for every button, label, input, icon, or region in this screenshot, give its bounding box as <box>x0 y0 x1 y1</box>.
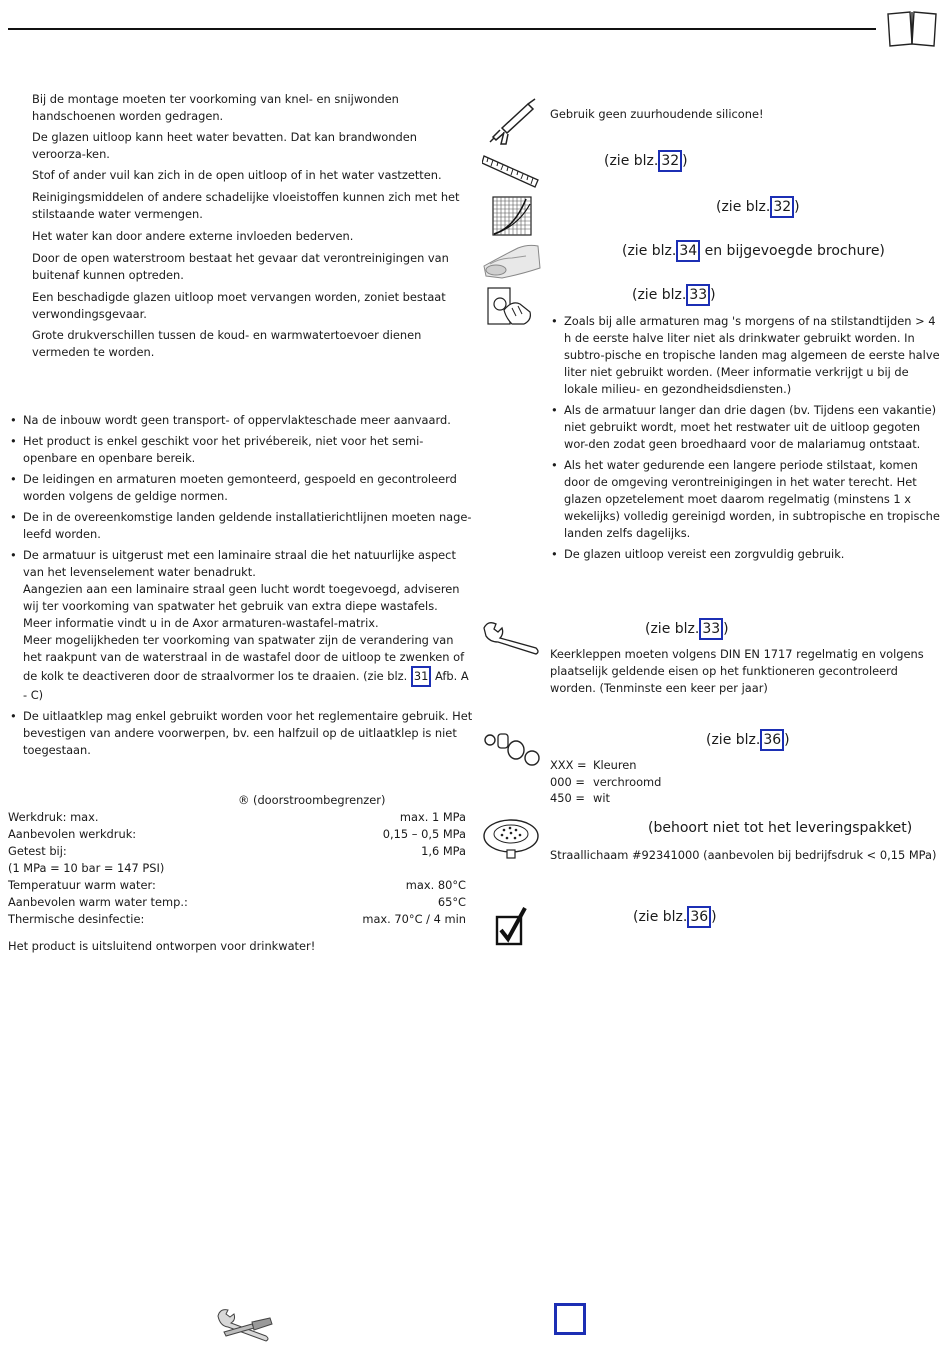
book-icon <box>886 8 938 48</box>
maintenance-text: Keerkleppen moeten volgens DIN EN 1717 regelmatig en volgens plaatselijk geldende eisen op het funktioneren gecontroleerd worden. (Tenminste een keer per jaar) <box>550 647 924 695</box>
spec-label: Temperatuur warm water: <box>8 878 156 892</box>
color-code: 000 = <box>550 775 585 789</box>
safety-text: Het water kan door andere externe invloeden bederven. <box>32 229 354 243</box>
ref-text: ) <box>723 621 729 637</box>
page-ref <box>632 284 716 306</box>
language-square-icon <box>554 1303 586 1335</box>
flow-limiter-note: ® (doorstroombegrenzer) <box>238 793 386 807</box>
spec-label: Aanbevolen warm water temp.: <box>8 895 188 909</box>
ref-text: (zie blz. <box>633 909 688 925</box>
laminar-p4: Meer mogelijkheden ter voorkoming van spatwater zijn de verandering van het raakpunt van de waterstraal in de wastafel door de uitloop te zwenken of de kolk te deactiveren door de straalvormer los te draaien. (zie blz. <box>23 633 465 683</box>
color-code: XXX = <box>550 758 587 772</box>
spray-disc-icon <box>482 818 540 862</box>
spec-value: max. 1 MPa <box>399 810 466 824</box>
spec-row <box>8 843 466 860</box>
page-ref <box>716 196 800 218</box>
laminar-p4-end: Afb. A - C) <box>23 669 469 702</box>
page-link-33[interactable]: 33 <box>686 284 710 306</box>
page-link-34[interactable]: 34 <box>676 240 700 262</box>
spec-value: max. 70°C / 4 min <box>362 912 466 926</box>
list-item: • De uitlaatklep mag enkel gebruikt worden voor het reglementaire gebruik. Het bevestigen van andere voorwerpen, bv. een halfzuil op de uitlaatklep is niet toegestaan. <box>9 708 473 759</box>
cleaning-hand-icon <box>482 242 542 280</box>
spec-label: Werkdruk: max. <box>8 810 99 824</box>
list-item: • Na de inbouw wordt geen transport- of oppervlakteschade meer aanvaard. <box>9 412 473 429</box>
list-item: • De in de overeenkomstige landen geldende installatierichtlijnen moeten nage-leefd worden. <box>9 509 473 543</box>
tools-icon <box>214 1306 274 1346</box>
list-item: • Zoals bij alle armaturen mag 's morgens of na stilstandtijden > 4 h de eerste halve liter niet als drinkwater gebruikt worden. In subtro-pische en tropische landen mag algemeen de eerste halve liter niet gebruikt worden. (Meer informatie verkrijgt u bij de lokale milieu- en gezondheidsdiensten.) <box>550 313 940 398</box>
ref-text: en bijgevoegde brochure) <box>704 243 885 259</box>
laminar-p2: Aangezien aan een laminaire straal geen lucht wordt toegevoegd, adviseren wij ter voorkoming van spatwater het gebruik van extra diepe wastafels. <box>23 582 460 613</box>
drinkwater-note: Het product is uitsluitend ontworpen voor drinkwater! <box>8 939 316 953</box>
checkbox-check-icon <box>494 906 528 946</box>
spec-label: Aanbevolen werkdruk: <box>8 827 137 841</box>
flow-graph-icon <box>492 196 532 236</box>
color-name: verchroomd <box>593 775 662 789</box>
page-ref <box>604 150 688 172</box>
ref-text: (zie blz. <box>645 621 700 637</box>
safety-text: Door de open waterstroom bestaat het gevaar dat verontreinigingen van buitenaf kunnen optreden. <box>32 251 449 282</box>
page-ref <box>706 729 790 751</box>
operation-hand-icon <box>486 284 536 326</box>
hygiene-list <box>550 313 940 567</box>
color-name: wit <box>593 791 610 805</box>
list-item <box>9 547 473 704</box>
ruler-icon <box>482 150 540 190</box>
spec-row <box>8 911 466 928</box>
spec-value: max. 80°C <box>405 878 466 892</box>
page-link-36[interactable]: 36 <box>760 729 784 751</box>
ref-text: ) <box>682 153 688 169</box>
safety-text: De glazen uitloop kann heet water bevatten. Dat kan brandwonden veroorza-ken. <box>32 130 417 161</box>
spec-value: 1,6 MPa <box>421 844 466 858</box>
not-included-note: (behoort niet tot het leveringspakket) <box>648 820 913 836</box>
ref-text: (zie blz. <box>632 287 687 303</box>
ref-text: (zie blz. <box>716 199 771 215</box>
list-item: • Als de armatuur langer dan drie dagen (bv. Tijdens een vakantie) niet gebruikt wordt, moet het restwater uit de uitloop gegoten wor-den zodat geen broedhaard voor de malariamug ontstaat. <box>550 402 940 453</box>
spec-label: Thermische desinfectie: <box>8 912 145 926</box>
page-ref <box>633 906 717 928</box>
ref-text: ) <box>710 287 716 303</box>
ref-text: ) <box>794 199 800 215</box>
page-link-32[interactable]: 32 <box>770 196 794 218</box>
spec-row <box>8 826 466 843</box>
ref-text: (zie blz. <box>604 153 659 169</box>
safety-text: Reinigingsmiddelen of andere schadelijke vloeistoffen kunnen zich met het stilstaande water vermengen. <box>32 190 460 221</box>
list-item: • Het product is enkel geschikt voor het privébereik, niet voor het semi-openbare en openbare bereik. <box>9 433 473 467</box>
install-notes-list <box>9 412 473 763</box>
spec-value: 65°C <box>437 895 466 909</box>
laminar-p3: Meer informatie vindt u in de Axor armaturen-wastafel-matrix. <box>23 616 379 630</box>
spec-row <box>8 877 466 894</box>
list-item: • De glazen uitloop vereist een zorgvuldig gebruik. <box>550 546 940 563</box>
spare-parts-icon <box>482 728 540 770</box>
safety-text: Een beschadigde glazen uitloop moet vervangen worden, zoniet bestaat verwondingsgevaar. <box>32 290 446 321</box>
page-link-32[interactable]: 32 <box>658 150 682 172</box>
spec-row <box>8 860 466 877</box>
ref-text: (zie blz. <box>706 732 761 748</box>
page-link-33[interactable]: 33 <box>699 618 723 640</box>
safety-text: Grote drukverschillen tussen de koud- en warmwatertoevoer dienen vermeden te worden. <box>32 328 422 359</box>
spec-row <box>8 809 466 826</box>
ref-text: ) <box>711 909 717 925</box>
spec-row <box>8 894 466 911</box>
page-ref <box>645 618 729 640</box>
safety-text: Bij de montage moeten ter voorkoming van knel- en snijwonden handschoenen worden gedragen. <box>32 92 399 123</box>
ref-text: ) <box>784 732 790 748</box>
color-name: Kleuren <box>593 758 637 772</box>
page-link-36[interactable]: 36 <box>687 906 711 928</box>
list-item: • De leidingen en armaturen moeten gemonteerd, gespoeld en gecontroleerd worden volgens de geldige normen. <box>9 471 473 505</box>
color-code: 450 = <box>550 791 585 805</box>
wrench-icon <box>482 620 540 656</box>
spec-label: Getest bij: <box>8 844 67 858</box>
ref-text: (zie blz. <box>622 243 677 259</box>
spec-label: (1 MPa = 10 bar = 147 PSI) <box>8 861 165 875</box>
spec-value: 0,15 – 0,5 MPa <box>382 827 466 841</box>
safety-text: Stof of ander vuil kan zich in de open uitloop of in het water vastzetten. <box>32 168 442 182</box>
silicone-gun-icon <box>488 98 538 148</box>
list-item: • Als het water gedurende een langere periode stilstaat, komen door de omgeving verontreinigingen in het water terecht. Het glazen opzetelement moet daarom regelmatig (minstens 1 x wekelijks) volledig gereinigd worden, in subtropische en tropische landen zelfs dagelijks. <box>550 457 940 542</box>
page-ref <box>622 240 885 262</box>
laminar-p1: De armatuur is uitgerust met een laminaire straal die het natuurlijke aspect van het levenselement water benadrukt. <box>23 548 456 579</box>
page-link-31[interactable]: 31 <box>411 666 432 687</box>
header-rule <box>8 28 876 30</box>
spray-body-note: Straallichaam #92341000 (aanbevolen bij bedrijfsdruk < 0,15 MPa) <box>550 848 937 862</box>
silicone-warning: Gebruik geen zuurhoudende silicone! <box>550 107 764 121</box>
